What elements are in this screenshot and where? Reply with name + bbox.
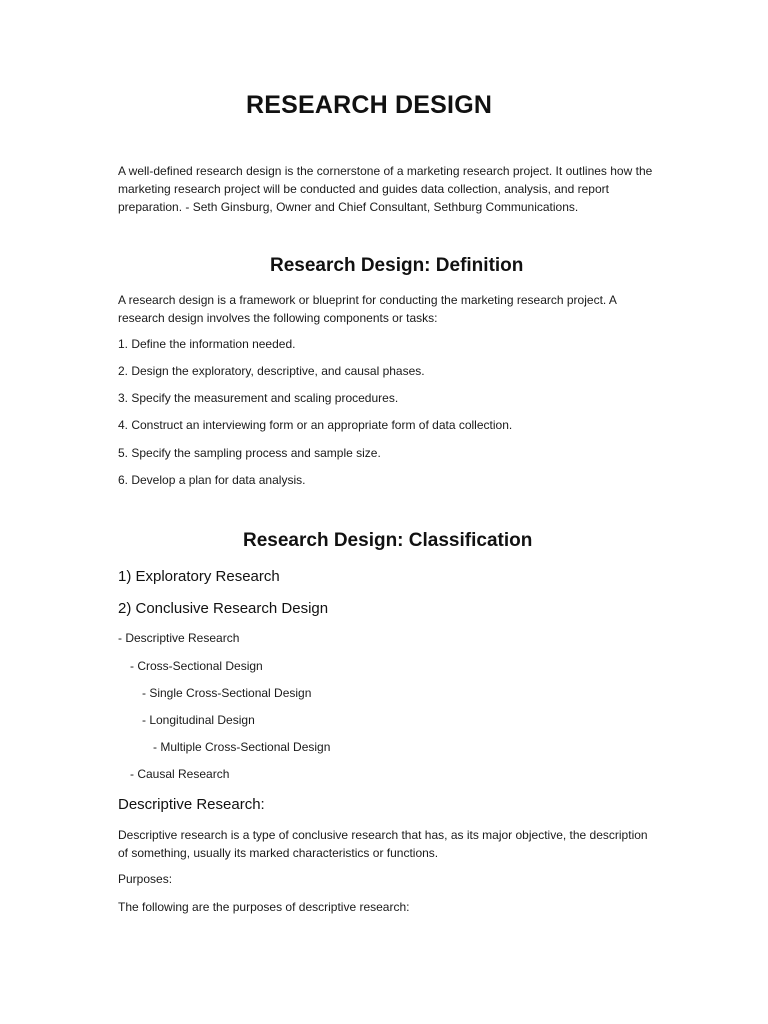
step-item: 6. Develop a plan for data analysis. [118,473,306,487]
tree-item: - Single Cross-Sectional Design [142,686,312,700]
descriptive-heading: Descriptive Research: [118,796,265,813]
tree-item: - Descriptive Research [118,631,240,645]
step-item: 5. Specify the sampling process and sample size. [118,446,381,460]
step-item: 3. Specify the measurement and scaling procedures. [118,391,399,405]
classification-item: 1) Exploratory Research [118,568,280,585]
tree-item: - Causal Research [130,767,230,781]
classification-heading: Research Design: Classification [243,530,533,551]
step-item: 2. Design the exploratory, descriptive, and causal phases. [118,364,425,378]
purposes-label: Purposes: [118,872,173,886]
step-item: 1. Define the information needed. [118,337,296,351]
descriptive-paragraph: Descriptive research is a type of conclusive research that has, as its major objective, the description of something, usually its marked characteristics or functions. [118,828,648,860]
definition-heading: Research Design: Definition [270,255,524,276]
tree-item: - Longitudinal Design [142,713,255,727]
definition-paragraph: A research design is a framework or blueprint for conducting the marketing research project. A research design involves the following components or tasks: [118,293,617,325]
document-title: RESEARCH DESIGN [246,91,493,119]
intro-paragraph: A well-defined research design is the cornerstone of a marketing research project. It outlines how the marketing research project will be conducted and guides data collection, analysis, and report preparation. - Seth Ginsburg, Owner and Chief Consultant, Sethburg Communications. [118,164,653,214]
tree-item: - Multiple Cross-Sectional Design [153,740,331,754]
step-item: 4. Construct an interviewing form or an appropriate form of data collection. [118,418,513,432]
purposes-intro: The following are the purposes of descriptive research: [118,900,410,914]
classification-item: 2) Conclusive Research Design [118,600,329,617]
tree-item: - Cross-Sectional Design [130,659,263,673]
